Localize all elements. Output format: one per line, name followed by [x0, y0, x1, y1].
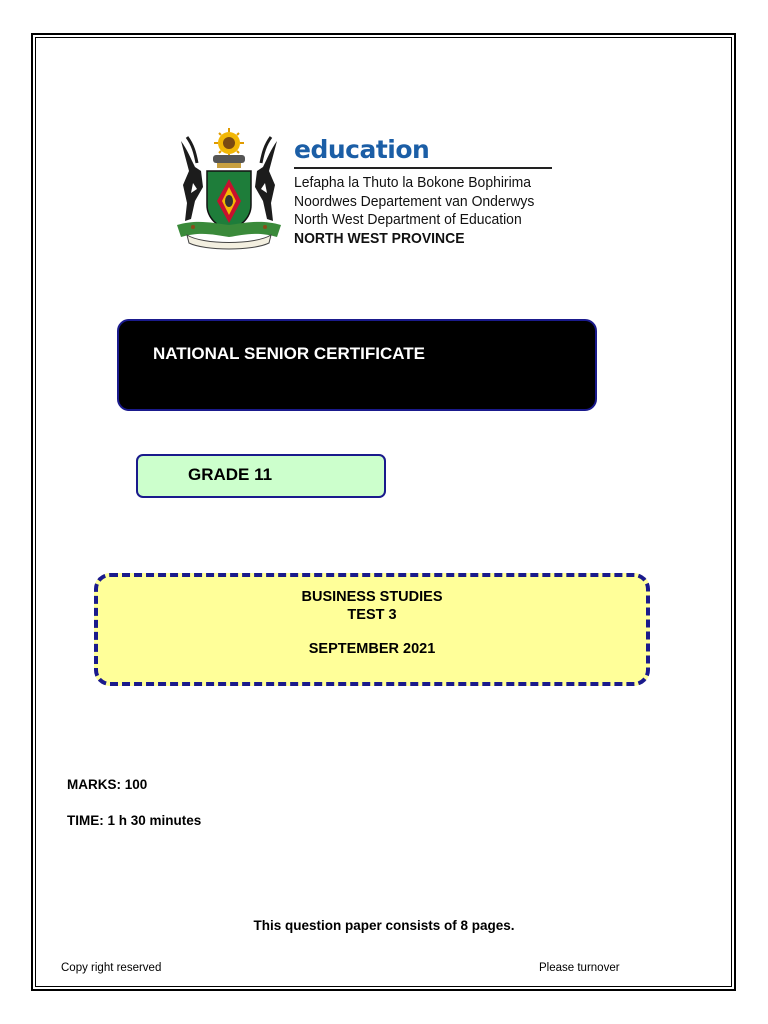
pages-note: This question paper consists of 8 pages. — [253, 918, 515, 933]
logo-wordmark: education — [294, 135, 430, 164]
subject-name: BUSINESS STUDIES — [301, 589, 443, 605]
certificate-banner — [117, 319, 597, 411]
logo-text-block — [294, 136, 554, 248]
certificate-title: NATIONAL SENIOR CERTIFICATE — [153, 344, 425, 363]
test-number: TEST 3 — [347, 607, 397, 623]
footer-turnover: Please turnover — [539, 962, 620, 974]
logo-province: NORTH WEST PROVINCE — [294, 229, 465, 247]
grade-box — [136, 454, 386, 498]
coat-of-arms-icon — [173, 127, 285, 252]
logo-line-setswana: Lefapha la Thuto la Bokone Bophirima — [294, 174, 532, 191]
grade-label: GRADE 11 — [188, 465, 273, 484]
time-label: TIME: 1 h 30 minutes — [67, 813, 202, 828]
logo-line-afrikaans: Noordwes Departement van Onderwys — [294, 192, 535, 210]
logo-divider — [294, 167, 552, 169]
footer-copyright: Copy right reserved — [61, 962, 162, 974]
marks-label: MARKS: 100 — [67, 777, 148, 792]
subject-box — [94, 573, 650, 686]
department-logo — [173, 127, 563, 257]
exam-date: SEPTEMBER 2021 — [308, 641, 436, 657]
logo-line-english: North West Department of Education — [294, 211, 522, 228]
